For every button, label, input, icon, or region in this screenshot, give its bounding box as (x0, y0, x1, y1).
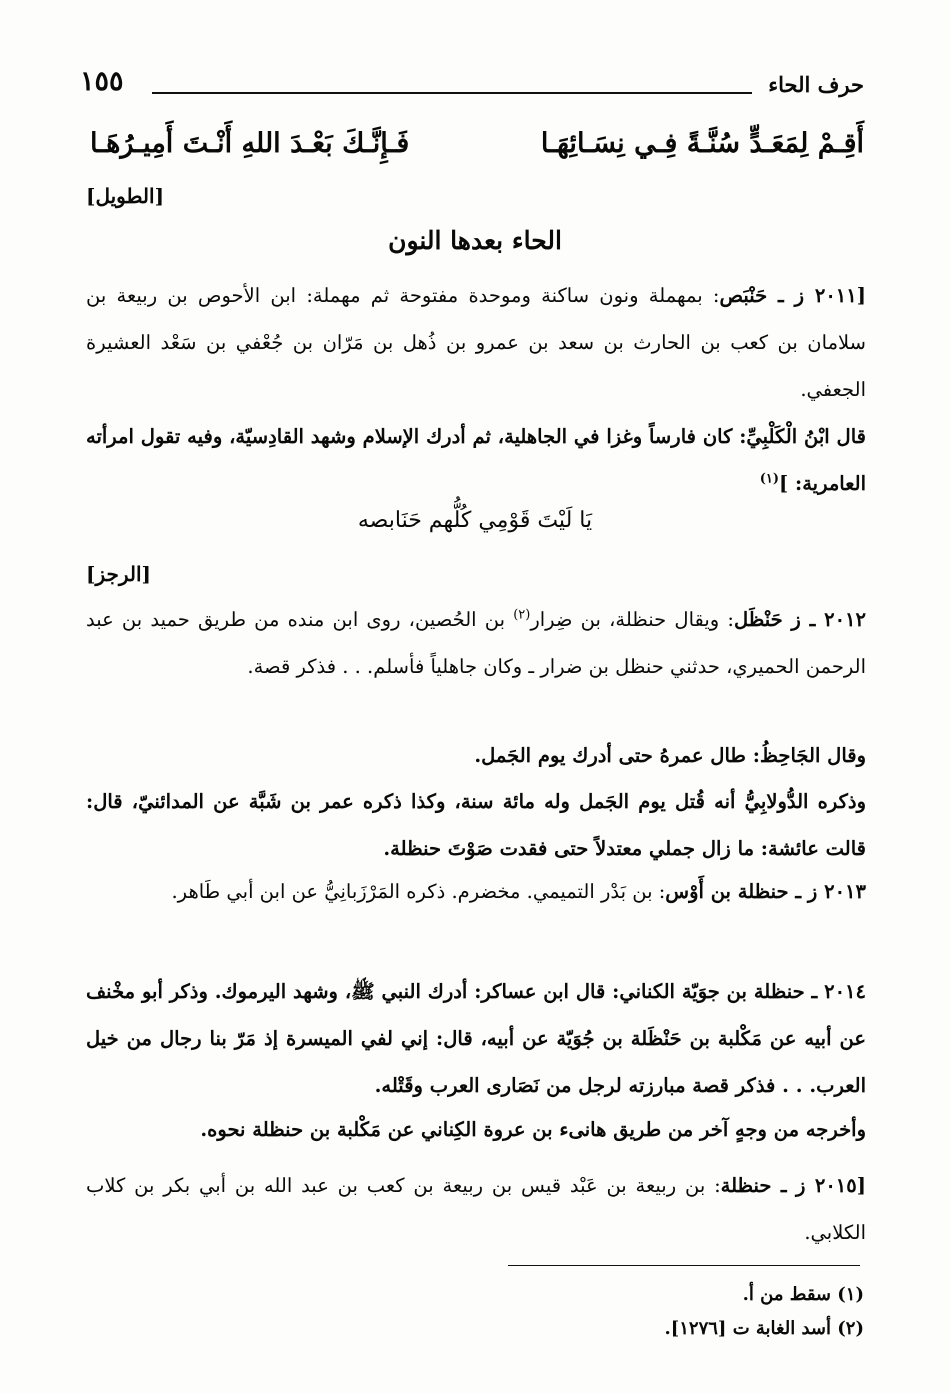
entry-2012 (86, 596, 866, 690)
footnotes (664, 1278, 864, 1346)
entry-2014-lead: ٢٠١٤ ـ حنظلة بن جوَيّة الكناني: (612, 980, 866, 1003)
entry-2013-body: : بن بَدْر التميمي. مخضرم. ذكره المَرْزَبانِيُّ عن ابن أبي طَاهر. (171, 880, 666, 903)
meter-label-tawil: [الطويل] (86, 184, 165, 208)
entry-2012-body-2: بن الحُصين، روى ابن منده من طريق حميد بن عبد الرحمن الحميري، حدثني حنظل بن ضرار ـ وكان جاهلياً فأسلم. . . فذكر قصة. (86, 608, 866, 678)
header-rule (152, 92, 752, 94)
entry-2015-body: : بن ربيعة بن عَبْد قيس بن ربيعة بن كعب بن عبد الله بن أبي بكر بن كلاب الكلابي. (86, 1174, 866, 1244)
footnote-ref-2: (٢) (513, 607, 531, 623)
entry-2015-lead: [٢٠١٥ ز ـ حنظلة (720, 1174, 866, 1197)
section-heading: الحاء بعدها النون (388, 226, 562, 255)
entry-2014-body: قال ابن عساكر: أدرك النبي ﷺ، وشهد اليرموك. وذكر أبو مخْنف عن أبيه عن مَكْلبة بن حَنْظَلة بن جُوَيّة عن أبيه، قال: إني لفي الميسرة إذ مَرّ بنا رجال من خيل العرب. . . فذكر قصة مبارزته لرجل من نَصَارى العرب وقَتْله. (86, 980, 866, 1097)
verse-second-hemistich: فَـإِنَّـكَ بَعْـدَ اللهِ أَنْـتَ أَمِيـرُهَـا (90, 128, 410, 159)
meter-label-rajaz: [الرجز] (86, 562, 152, 586)
poetry-verse (90, 128, 864, 178)
ibn-kalbi-paragraph (86, 413, 866, 507)
ibn-kalbi-lead: قال ابْنُ الْكَلْبِيِّ: (739, 425, 866, 448)
verse-first-hemistich: أَقِـمْ لِمَعَـدٍّ سُنَّـةً فِـي نِسَـائِهَـا (540, 128, 864, 159)
entry-2012-body-1: : ويقال حنظلة، بن ضِرار (530, 608, 734, 631)
another-route-paragraph: وأخرجه من وجهٍ آخر من طريق هانىء بن عروة الكِناني عن مَكْلبة بن حنظلة نحوه. (200, 1118, 866, 1141)
rajaz-line: يَا لَيْتَ قَوْمِي كُلُّهم حَنَابصه (357, 508, 593, 533)
entry-2013-lead: ٢٠١٣ ز ـ حنظلة بن أَوْس (665, 880, 866, 903)
running-title: حرف الحاء (768, 72, 864, 97)
entry-2011 (86, 272, 866, 413)
entry-2014 (86, 968, 866, 1109)
entry-2011-lead: [٢٠١١ ز ـ حَنْبَص (719, 284, 866, 307)
page-number: ١٥٥ (80, 66, 124, 97)
page-header (80, 66, 864, 104)
entry-2013 (86, 868, 866, 915)
footnote-rule (508, 1265, 860, 1266)
entry-2015 (86, 1162, 866, 1256)
footnote-ref-1: (١) (759, 471, 779, 487)
jahiz-paragraph: وقال الجَاحِظُ: طال عمرهُ حتى أدرك يوم الجَمل. (474, 744, 866, 767)
entry-2011-body: : بمهملة ونون ساكنة وموحدة مفتوحة ثم مهملة: ابن الأحوص بن ربيعة بن سلامان بن كعب بن الحارث بن سعد بن عمرو بن ذُهل بن مَرّان بن جُعْفي بن سَعْد العشيرة الجعفي. (86, 284, 866, 401)
dulabi-paragraph: وذكره الدُّولابِيُّ أنه قُتل يوم الجَمل وله مائة سنة، وكذا ذكره عمر بن شَبَّة عن المدائنيّ، قال: قالت عائشة: ما زال جملي معتدلاً حتى فقدت صَوْتَ حنظلة. (86, 790, 866, 860)
footnote-2: (٢) أسد الغابة ت [١٢٧٦]. (664, 1318, 864, 1339)
entry-2012-lead: ٢٠١٢ ـ ز حَنْظَل (733, 608, 866, 631)
footnote-1: (١) سقط من أ. (742, 1284, 864, 1305)
ibn-kalbi-body: كان فارساً وغزا في الجاهلية، ثم أدرك الإسلام وشهد القادِسيّة، وفيه تقول امرأته العامرية: ] (86, 425, 866, 495)
